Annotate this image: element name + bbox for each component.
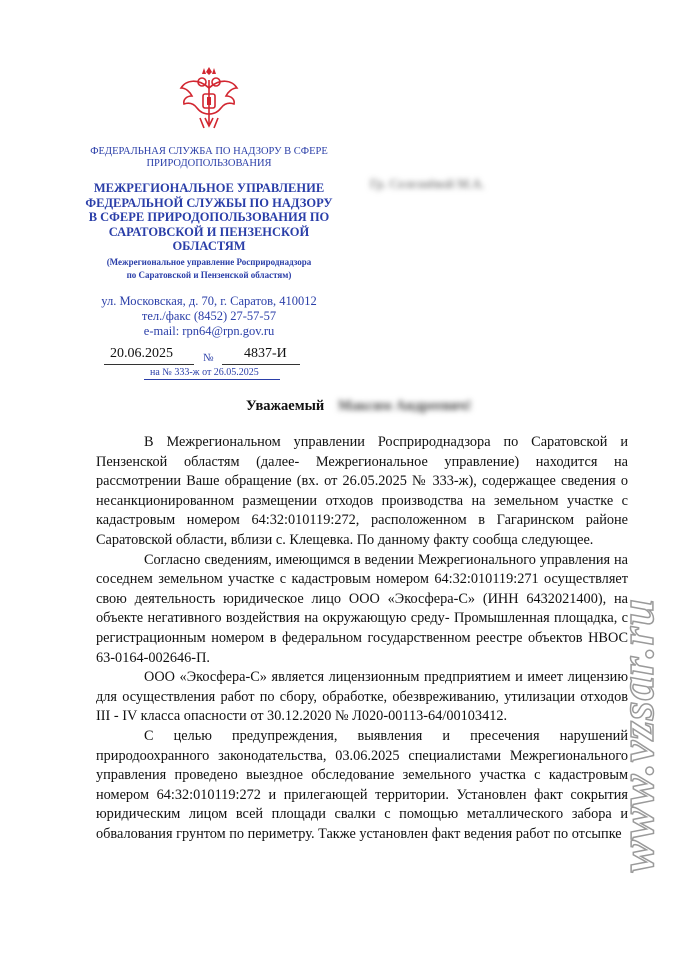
coat-of-arms-emblem [178,66,240,132]
greeting: Уважаемый [246,398,325,414]
body-paragraph: С целью предупреждения, выявления и пресечения нарушений природоохранного законодательства, 03.06.2025 специалистами Межрегионального управления проведено выездное обследование земельного участка с кадастровым номером 64:32:010119:272 и прилегающей территории. Установлен факт сокрытия юридическим лицом всей площади свалки с помощью металлического забора и обвалования грунтом по периметру. Также установлен факт ведения работ по отсыпке [96,727,628,842]
reply-reference: на № 333-ж от 26.05.2025 [150,367,259,378]
department-short-line-1: (Межрегиональное управление Росприроднадзора [106,257,312,267]
recipient-name: Гр. Селезнёвой М.А. [370,176,485,191]
department-short-name [84,256,334,282]
watermark: www.vzsar.ru [611,598,664,873]
reply-underline [144,379,280,380]
registration-date: 20.06.2025 [110,346,173,361]
registration-number: 4837-И [244,346,287,361]
email: e-mail: rpn64@rpn.gov.ru [143,324,275,338]
phone: тел./факс (8452) 27-57-57 [141,309,277,323]
date-underline [104,364,194,365]
letter-body [96,433,628,844]
body-paragraph: Согласно сведениям, имеющимся в ведении Межрегионального управления на соседнем земельном участке с кадастровым номером 64:32:010119:271 осуществляет свою деятельность юридическое лицо ООО «Экосфера-С» (ИНН 6432021400), на объекте негативного воздействия на окружающую среду- Промышленная площадка, с регистрационным номером в федеральном государственном реестре объектов НВОС 63-0164-002646-П. [96,551,628,666]
contact-block [84,294,334,339]
registration-number-label: № [203,352,214,364]
address: ул. Московская, д. 70, г. Саратов, 410012 [101,294,317,308]
body-paragraph: ООО «Экосфера-С» является лицензионным предприятием и имеет лицензию для осуществления работ по сбору, обработке, обезвреживанию, утилизации отходов III - IV класса опасности от 30.12.2020 № Л020-00113-64/00103412. [96,669,628,725]
body-paragraph: В Межрегиональном управлении Росприроднадзора по Саратовской и Пензенской областям (далее- Межрегиональное управление) находится на рассмотрении Ваше обращение (вх. от 26.05.2025 № 333-ж), содержащее сведения о несанкционированном размещении отходов производства на земельном участке с кадастровым номером 64:32:010119:272, расположенном в Гагаринском районе Саратовской области, вблизи с. Клещевка. По данному факту сообща следующее. [96,434,628,548]
agency-name: ФЕДЕРАЛЬНАЯ СЛУЖБА ПО НАДЗОРУ В СФЕРЕ ПРИРОДОПОЛЬЗОВАНИЯ [90,146,328,169]
greeting-name: Максим Андреевич! [338,398,472,414]
department-name: МЕЖРЕГИОНАЛЬНОЕ УПРАВЛЕНИЕ ФЕДЕРАЛЬНОЙ СЛУЖБЫ ПО НАДЗОРУ В СФЕРЕ ПРИРОДОПОЛЬЗОВАНИЯ ПО САРАТОВСКОЙ И ПЕНЗЕНСКОЙ ОБЛАСТЯМ [85,181,333,253]
department-short-line-2: по Саратовской и Пензенской областям) [126,270,292,280]
number-underline [222,364,300,365]
